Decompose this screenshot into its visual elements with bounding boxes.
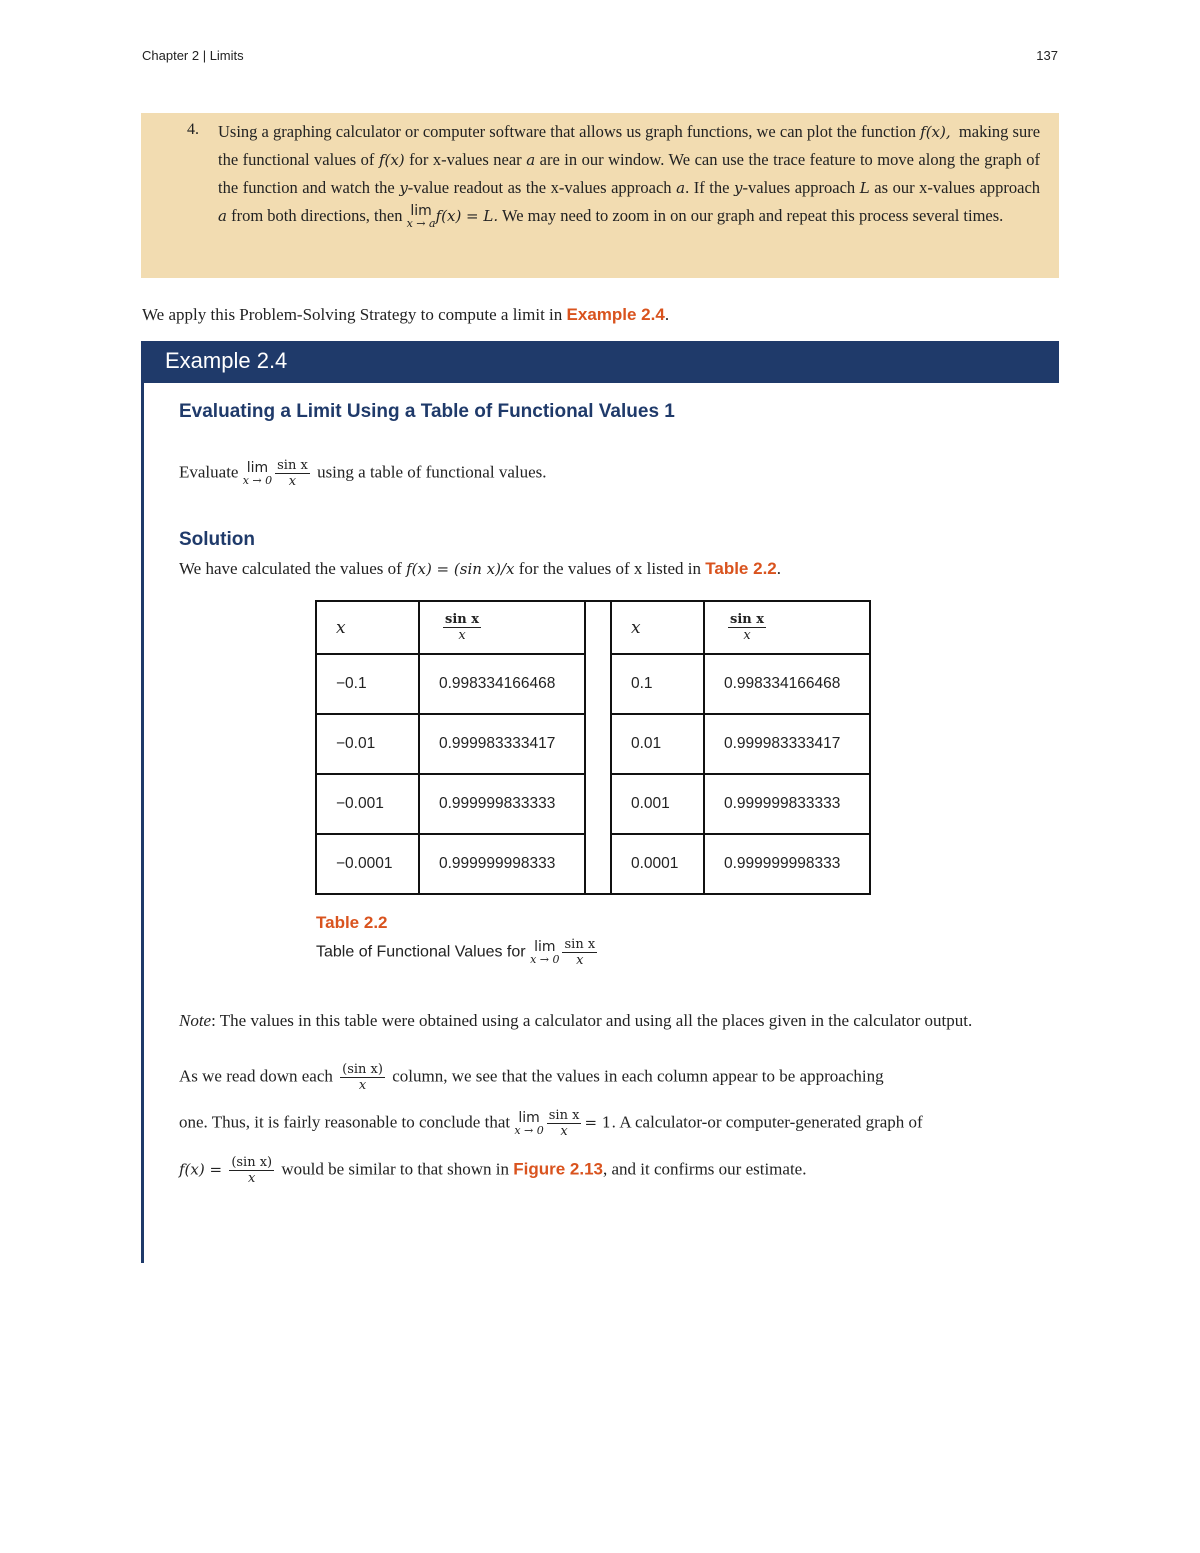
sinx-over-x-fraction: $\frac{\text{(sin x)}}{x}$ (231, 1155, 273, 1186)
sinx-over-x-fraction: $\frac{\text{(sin x)}}{x}$ (342, 1062, 383, 1093)
table-2-2-link[interactable]: Table 2.2 (705, 559, 777, 578)
x-cell: 0.0001 (611, 834, 704, 894)
header-sinx-over-x: $\frac{\text{sin x}}{x}$ (704, 601, 870, 654)
value-cell: 0.998334166468 (419, 654, 585, 714)
sinx-over-x-fraction: $\frac{\text{sin x}}{x}$ (548, 1108, 580, 1139)
calculated-values-line: We have calculated the values of f(x) = (sin x)/x for the values of x listed in Table 2.2. (179, 559, 781, 578)
table-note: Note: The values in this table were obtained using a calculator and using all the places given in the calculator output. (179, 1011, 973, 1030)
table-caption-label: Table 2.2 (316, 913, 388, 932)
figure-2-13-link[interactable]: Figure 2.13 (513, 1159, 603, 1179)
limit-expression: lim x → a (406, 203, 436, 231)
table-gap-column (585, 601, 611, 894)
functional-values-table (315, 600, 871, 895)
example-title: Evaluating a Limit Using a Table of Functional Values 1 (179, 401, 675, 422)
limit-expression: lim x → 0 (242, 459, 273, 487)
x-cell: 0.01 (611, 714, 704, 774)
x-cell: −0.0001 (316, 834, 419, 894)
value-cell: 0.999999998333 (419, 834, 585, 894)
value-cell: 0.998334166468 (704, 654, 870, 714)
value-cell: 0.999983333417 (704, 714, 870, 774)
apply-strategy-line: We apply this Problem-Solving Strategy to compute a limit in Example 2.4. (142, 305, 670, 324)
strategy-step-text: Using a graphing calculator or computer software that allows us graph functions, we can plot the function f(x), making sure the functional values of f(x) for x-values near a are in our window. We can use the trace feature to move along the graph of the function and watch the y-value readout as the x-values approach a. If the y-values approach L as our x-values approach a from both directions, then lim x → a f(x) = L. We may need to zoom in on our graph and repeat this process several times. (218, 122, 1041, 231)
value-cell: 0.999999998333 (704, 834, 870, 894)
evaluate-prompt: Evaluate lim x → 0 $\frac{\text{sin x}}{x}$ using a table of functional values. (179, 458, 547, 489)
example-left-rule (141, 383, 144, 1263)
header-sinx-over-x: $\frac{\text{sin x}}{x}$ (419, 601, 585, 654)
problem-solving-strategy-box (141, 113, 1059, 278)
graph-reference-line: f(x) = $\frac{\text{(sin x)}}{x}$ would be similar to that shown in Figure 2.13, and it confirms our estimate. (179, 1155, 807, 1186)
solution-heading: Solution (179, 529, 255, 550)
example-2-4-link[interactable]: Example 2.4 (566, 305, 665, 324)
x-cell: 0.1 (611, 654, 704, 714)
value-cell: 0.999999833333 (704, 774, 870, 834)
x-cell: 0.001 (611, 774, 704, 834)
page-number: 137 (1036, 48, 1058, 63)
sinx-over-x-fraction: $\frac{\text{sin x}}{x}$ (564, 937, 596, 968)
value-cell: 0.999999833333 (419, 774, 585, 834)
limit-expression: lim x → 0 (514, 1109, 544, 1137)
running-header-chapter: Chapter 2 | Limits (142, 48, 244, 63)
header-x: x (316, 601, 419, 654)
x-cell: −0.001 (316, 774, 419, 834)
strategy-step-number: 4. (187, 121, 199, 138)
table-header-row (316, 601, 870, 654)
example-header-bar (141, 341, 1059, 383)
conclusion-line: one. Thus, it is fairly reasonable to conclude that lim x → 0 $\frac{\text{sin x}}{x}$ = 1. A calculator-or computer-generated graph of (179, 1108, 923, 1139)
reading-paragraph: As we read down each $\frac{\text{(sin x)}}{x}$ column, we see that the values in each column appear to be approaching (179, 1062, 884, 1093)
limit-expression: lim x → 0 (530, 938, 560, 966)
sinx-over-x-fraction: $\frac{\text{sin x}}{x}$ (277, 458, 308, 489)
x-cell: −0.01 (316, 714, 419, 774)
header-x: x (611, 601, 704, 654)
table-caption-text: Table of Functional Values for lim x → 0 $\frac{\text{sin x}}{x}$ (316, 937, 596, 968)
x-cell: −0.1 (316, 654, 419, 714)
value-cell: 0.999983333417 (419, 714, 585, 774)
example-label: Example 2.4 (165, 348, 288, 373)
